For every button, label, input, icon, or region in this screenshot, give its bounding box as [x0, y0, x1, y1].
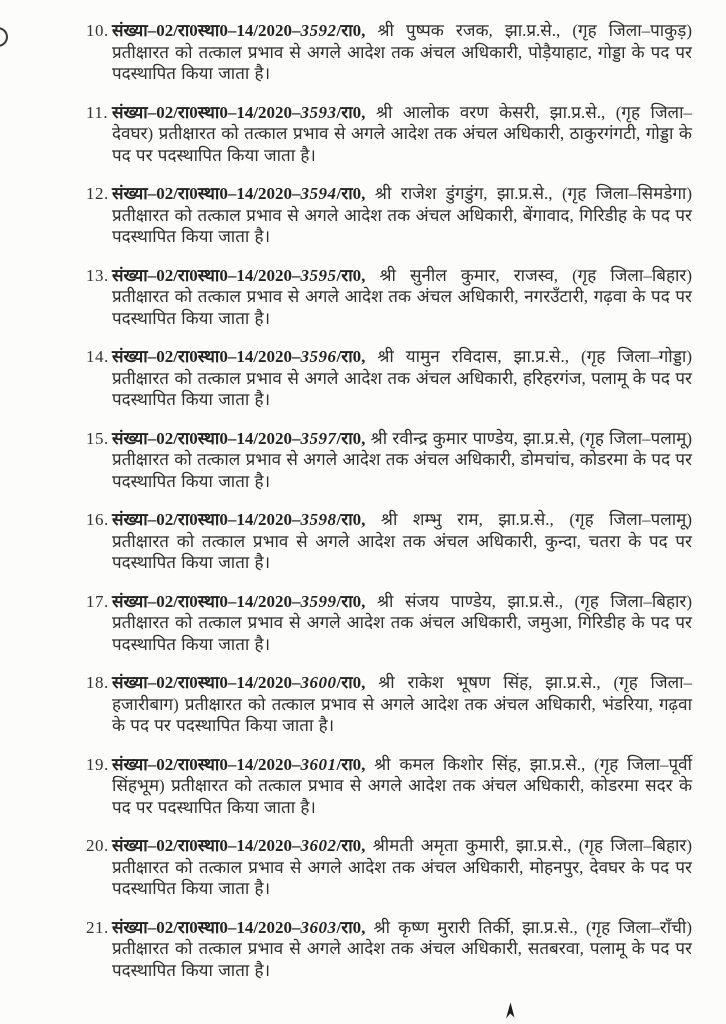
item-text: [112, 672, 692, 737]
order-reference-prefix: संख्या–02/रा0स्था0–14/2020–: [112, 265, 301, 285]
item-number: 11.: [86, 102, 109, 122]
item-number: 17.: [86, 591, 109, 611]
item-number: 20.: [86, 836, 109, 855]
order-reference-prefix: संख्या–02/रा0स्था0–14/2020–: [112, 591, 301, 611]
order-reference-suffix: /रा0,: [336, 836, 366, 855]
order-reference-prefix: संख्या–02/रा0स्था0–14/2020–: [112, 184, 301, 203]
order-item: [86, 265, 692, 330]
order-serial-number: 3595: [300, 265, 337, 285]
item-text: [112, 917, 692, 982]
order-body-text: श्री यामुन रविदास, झा.प्र.से., (गृह जिला–गोड्डा) प्रतीक्षारत को तत्काल प्रभाव से अगले आदेश तक अंचल अधिकारी, हरिहरगंज, पलामू के पद पर पदस्थापित किया जाता है।: [112, 347, 692, 409]
order-serial-number: 3598: [300, 510, 337, 529]
item-text: [112, 509, 692, 574]
cursor-arrow-icon: [504, 1002, 516, 1020]
order-serial-number: 3599: [300, 591, 337, 611]
item-number: 18.: [86, 673, 109, 692]
order-reference-prefix: संख्या–02/रा0स्था0–14/2020–: [112, 836, 301, 855]
order-body-text: श्री पुष्पक रजक, झा.प्र.से., (गृह जिला–पाकुड़) प्रतीक्षारत को तत्काल प्रभाव से अगले आदेश तक अंचल अधिकारी, पोड़ैयाहाट, गोड्डा के पद पर पदस्थापित किया जाता है।: [112, 21, 692, 83]
order-body-text: श्री संजय पाण्डेय, झा.प्र.से., (गृह जिला–बिहार) प्रतीक्षारत को तत्काल प्रभाव से अगले आदेश तक अंचल अधिकारी, जमुआ, गिरिडीह के पद पर पदस्थापित किया जाता है।: [112, 591, 692, 654]
order-body-text: श्री कृष्ण मुरारी तिर्की, झा.प्र.से., (गृह जिला–राँची) प्रतीक्षारत को तत्काल प्रभाव से अगले आदेश तक अंचल अधिकारी, सतबरवा, पलामू के पद पर पदस्थापित किया जाता है।: [112, 917, 692, 980]
item-number: 21.: [86, 917, 109, 937]
order-serial-number: 3603: [300, 917, 337, 937]
order-item: [86, 20, 692, 85]
item-text: [112, 20, 692, 85]
order-item: [86, 835, 692, 900]
order-reference-suffix: /रा0,: [336, 21, 366, 40]
order-list: [86, 20, 692, 981]
order-reference-suffix: /रा0,: [336, 754, 366, 774]
order-reference-suffix: /रा0,: [336, 102, 366, 122]
order-reference-prefix: संख्या–02/रा0स्था0–14/2020–: [112, 673, 301, 692]
order-reference-prefix: संख्या–02/रा0स्था0–14/2020–: [112, 102, 301, 122]
order-reference-prefix: संख्या–02/रा0स्था0–14/2020–: [112, 21, 301, 40]
cursor-arrow-glyph: [504, 1002, 516, 1020]
order-serial-number: 3592: [300, 21, 337, 40]
item-text: [112, 102, 692, 167]
order-body-text: श्री सुनील कुमार, राजस्व, (गृह जिला–बिहार) प्रतीक्षारत को तत्काल प्रभाव से अगले आदेश तक अंचल अधिकारी, नगरउँटारी, गढ़वा के पद पर पदस्थापित किया जाता है।: [112, 265, 692, 328]
order-body-text: श्रीमती अमृता कुमारी, झा.प्र.से., (गृह जिला–बिहार) प्रतीक्षारत को तत्काल प्रभाव से अगले आदेश तक अंचल अधिकारी, मोहनपुर, देवघर के पद पर पदस्थापित किया जाता है।: [112, 836, 692, 898]
item-text: [112, 265, 692, 330]
order-item: [86, 754, 692, 819]
item-text: [112, 183, 692, 248]
item-text: [112, 591, 692, 656]
order-item: [86, 509, 692, 574]
order-body-text: श्री राजेश डुंगडुंग, झा.प्र.से., (गृह जिला–सिमडेगा) प्रतीक्षारत को तत्काल प्रभाव से अगले आदेश तक अंचल अधिकारी, बेंगावाद, गिरिडीह के पद पर पदस्थापित किया जाता है।: [112, 184, 692, 246]
order-item: [86, 428, 692, 493]
order-item: [86, 102, 692, 167]
item-text: [112, 346, 692, 411]
item-number: 15.: [86, 428, 109, 448]
order-reference-suffix: /रा0,: [336, 673, 366, 692]
order-item: [86, 672, 692, 737]
order-serial-number: 3597: [300, 428, 337, 448]
order-item: [86, 917, 692, 982]
order-reference-suffix: /रा0,: [336, 591, 366, 611]
order-item: [86, 183, 692, 248]
order-reference-prefix: संख्या–02/रा0स्था0–14/2020–: [112, 347, 301, 366]
item-text: [112, 428, 692, 493]
item-number: 19.: [86, 754, 109, 774]
hole-punch-mark: [0, 27, 8, 47]
order-reference-prefix: संख्या–02/रा0स्था0–14/2020–: [112, 917, 301, 937]
order-body-text: श्री आलोक वरण केसरी, झा.प्र.से., (गृह जिला–देवघर) प्रतीक्षारत को तत्काल प्रभाव से अगले आदेश तक अंचल अधिकारी, ठाकुरगंगटी, गोड्डा के पद पर पदस्थापित किया जाता है।: [112, 102, 692, 165]
item-number: 13.: [86, 265, 109, 285]
order-serial-number: 3601: [300, 754, 337, 774]
order-serial-number: 3593: [300, 102, 337, 122]
order-serial-number: 3602: [300, 836, 337, 855]
order-serial-number: 3596: [300, 347, 337, 366]
item-number: 14.: [86, 347, 109, 366]
order-reference-suffix: /रा0,: [336, 347, 366, 366]
order-serial-number: 3594: [300, 184, 337, 203]
item-text: [112, 835, 692, 900]
order-body-text: श्री राकेश भूषण सिंह, झा.प्र.से., (गृह जिला–हजारीबाग) प्रतीक्षारत को तत्काल प्रभाव से अगले आदेश तक अंचल अधिकारी, भंडरिया, गढ़वा के पद पर पदस्थापित किया जाता है।: [112, 673, 692, 735]
order-serial-number: 3600: [300, 673, 337, 692]
item-number: 16.: [86, 510, 109, 529]
order-reference-suffix: /रा0,: [336, 917, 366, 937]
order-reference-suffix: /रा0,: [336, 184, 366, 203]
order-item: [86, 346, 692, 411]
item-number: 10.: [86, 21, 109, 40]
order-reference-suffix: /रा0,: [336, 265, 366, 285]
order-item: [86, 591, 692, 656]
item-number: 12.: [86, 184, 109, 203]
order-reference-prefix: संख्या–02/रा0स्था0–14/2020–: [112, 510, 301, 529]
item-text: [112, 754, 692, 819]
order-body-text: श्री कमल किशोर सिंह, झा.प्र.से., (गृह जिला–पूर्वी सिंहभूम) प्रतीक्षारत को तत्काल प्रभाव से अगले आदेश तक अंचल अधिकारी, कोडरमा सदर के पद पर पदस्थापित किया जाता है।: [112, 754, 692, 817]
order-reference-suffix: /रा0,: [336, 428, 366, 448]
order-reference-prefix: संख्या–02/रा0स्था0–14/2020–: [112, 428, 301, 448]
order-reference-suffix: /रा0,: [336, 510, 366, 529]
order-body-text: श्री शम्भु राम, झा.प्र.से., (गृह जिला–पलामू) प्रतीक्षारत को तत्काल प्रभाव से अगले आदेश तक अंचल अधिकारी, कुन्दा, चतरा के पद पर पदस्थापित किया जाता है।: [112, 510, 692, 572]
order-reference-prefix: संख्या–02/रा0स्था0–14/2020–: [112, 754, 301, 774]
order-body-text: श्री रवीन्द्र कुमार पाण्डेय, झा.प्र.से, (गृह जिला–पलामू) प्रतीक्षारत को तत्काल प्रभाव से अगले आदेश तक अंचल अधिकारी, डोमचांच, कोडरमा के पद पर पदस्थापित किया जाता है।: [112, 428, 692, 491]
